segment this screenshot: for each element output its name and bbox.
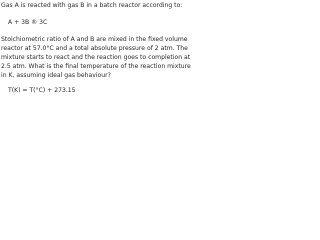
body-line: in K, assuming ideal gas behaviour? [1,72,111,79]
temperature-conversion-formula: T(K) = T(°C) + 273.15 [8,87,76,94]
body-line: reactor at 57.0°C and a total absolute pressure of 2 atm. The [1,45,188,52]
body-line: mixture starts to react and the reaction goes to completion at [1,54,191,61]
intro-text: Gas A is reacted with gas B in a batch reactor according to: [1,2,183,9]
reaction-equation: A + 3B ® 3C [8,19,48,26]
body-line: 2.5 atm. What is the final temperature of the reaction mixture [1,63,191,70]
body-line: Stoichiometric ratio of A and B are mixed in the fixed volume [1,36,188,43]
problem-statement [0,0,200,97]
